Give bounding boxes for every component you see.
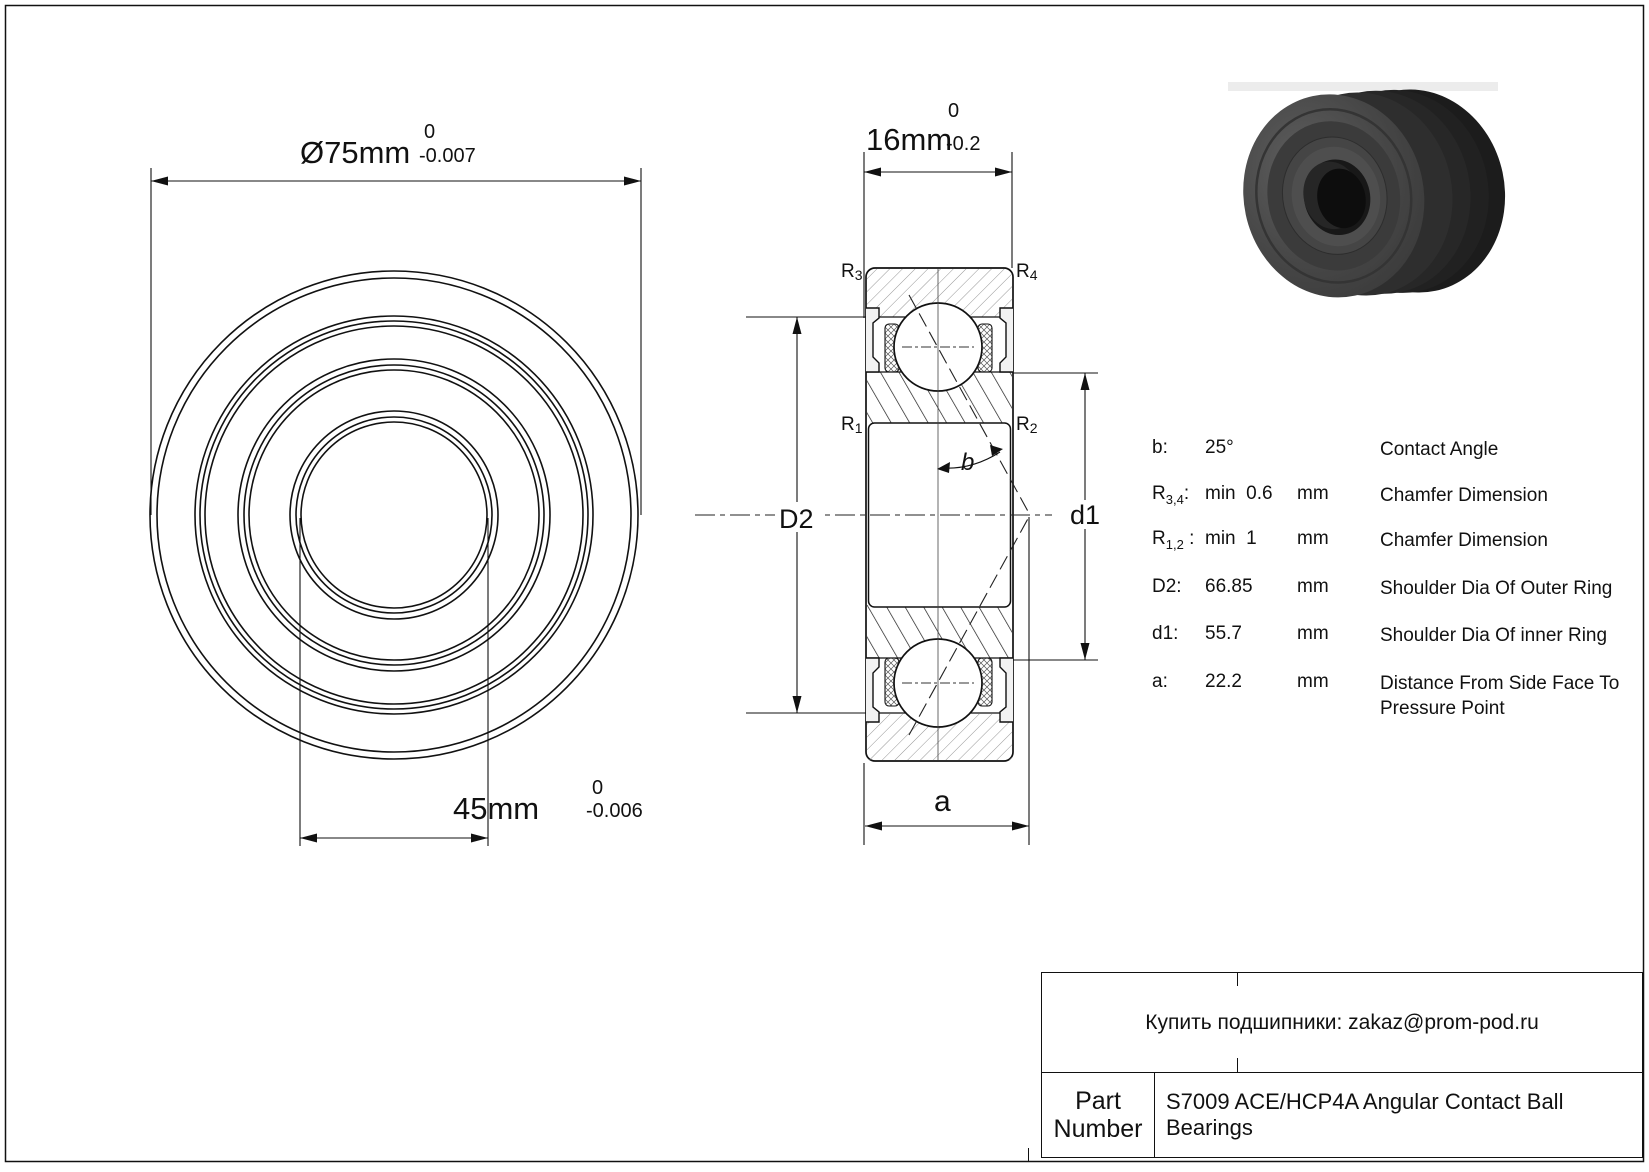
spec-desc: Chamfer Dimension [1380, 530, 1548, 551]
arrowhead [995, 168, 1012, 177]
spec-desc: Distance From Side Face To Pressure Point [1380, 673, 1620, 719]
spec-row-d2 [1152, 576, 1649, 602]
arrowhead [793, 317, 802, 334]
spec-table [1152, 0, 1649, 780]
dim-bore-tol-top: 0 [592, 777, 604, 799]
spec-unit: mm [1297, 483, 1329, 504]
center-tick-bottom [1237, 1058, 1238, 1072]
spec-label: b: [1152, 437, 1168, 458]
spec-unit: mm [1297, 528, 1329, 549]
spec-unit: mm [1297, 576, 1329, 597]
spec-row-d1 [1152, 623, 1649, 649]
dim-outer-tol-bottom: -0.007 [419, 145, 476, 167]
dim-width-tol-top: 0 [948, 100, 960, 122]
dim-outer-text: Ø75mm [300, 135, 411, 170]
spec-label: $R_{3,4}$: [1152, 483, 1190, 507]
label-r2: R2 [1016, 414, 1038, 436]
spec-value: 66.85 [1205, 576, 1253, 597]
dim-width-tol-bottom: -0.2 [946, 133, 981, 155]
part-number-value-cell [1155, 1073, 1642, 1157]
spec-row-r12 [1152, 528, 1649, 554]
part-number-value: S7009 ACE/HCP4A Angular Contact Ball Bearings [1166, 1089, 1564, 1140]
contact-box [1041, 972, 1643, 1072]
label-r3: R3 [841, 261, 863, 283]
spec-desc: Shoulder Dia Of Outer Ring [1380, 578, 1613, 599]
section-view [695, 268, 1052, 761]
arrowhead [471, 834, 488, 843]
arrowhead [624, 177, 641, 186]
spec-label: D2: [1152, 576, 1182, 597]
arrowhead [793, 696, 802, 713]
dim-width-text: 16mm [866, 122, 953, 157]
spec-desc: Chamfer Dimension [1380, 485, 1548, 506]
arrowhead [1012, 822, 1029, 831]
spec-row-a [1152, 671, 1649, 719]
spec-desc: Shoulder Dia Of inner Ring [1380, 625, 1608, 646]
label-r4: R4 [1016, 261, 1038, 283]
spec-desc: Contact Angle [1380, 439, 1499, 460]
label-b: b [961, 449, 975, 476]
arrowhead [864, 168, 881, 177]
label-d1: d1 [1070, 500, 1101, 530]
spec-label: $R_{1,2}$ : [1152, 528, 1195, 552]
spec-row-b [1152, 437, 1649, 463]
arrowhead [1081, 643, 1090, 660]
label-r1: R1 [841, 414, 863, 436]
part-number-label [1042, 1073, 1155, 1157]
label-a: a [934, 785, 951, 818]
dim-bore-tol-bottom: -0.006 [586, 800, 643, 822]
arrowhead [1081, 373, 1090, 390]
part-label-line2: Number [1053, 1115, 1143, 1143]
spec-unit: mm [1297, 623, 1329, 644]
frame-tick [1028, 1148, 1029, 1162]
spec-unit: mm [1297, 671, 1329, 692]
contact-email-line: Купить подшипники: zakaz@prom-pod.ru [1145, 1010, 1539, 1034]
spec-label: a: [1152, 671, 1168, 692]
outer-ring-od-circle [150, 271, 638, 759]
bore-circle [301, 422, 487, 608]
spec-value: min 1 [1205, 528, 1257, 549]
spec-value: min 0.6 [1205, 483, 1273, 504]
spec-value: 25° [1205, 437, 1234, 458]
spec-row-r34 [1152, 483, 1649, 509]
arrowhead [865, 822, 882, 831]
arrowhead [151, 177, 168, 186]
label-d2: D2 [779, 504, 814, 534]
front-view [150, 271, 638, 759]
dim-outer-diameter [151, 168, 641, 515]
part-label-line1: Part [1075, 1087, 1121, 1115]
spec-value: 55.7 [1205, 623, 1242, 644]
arrowhead [300, 834, 317, 843]
spec-label: d1: [1152, 623, 1179, 644]
center-tick-top [1237, 972, 1238, 986]
dim-bore-text: 45mm [453, 791, 540, 826]
dim-outer-tol-top: 0 [424, 121, 436, 143]
spec-value: 22.2 [1205, 671, 1242, 692]
part-number-box [1041, 1072, 1643, 1158]
